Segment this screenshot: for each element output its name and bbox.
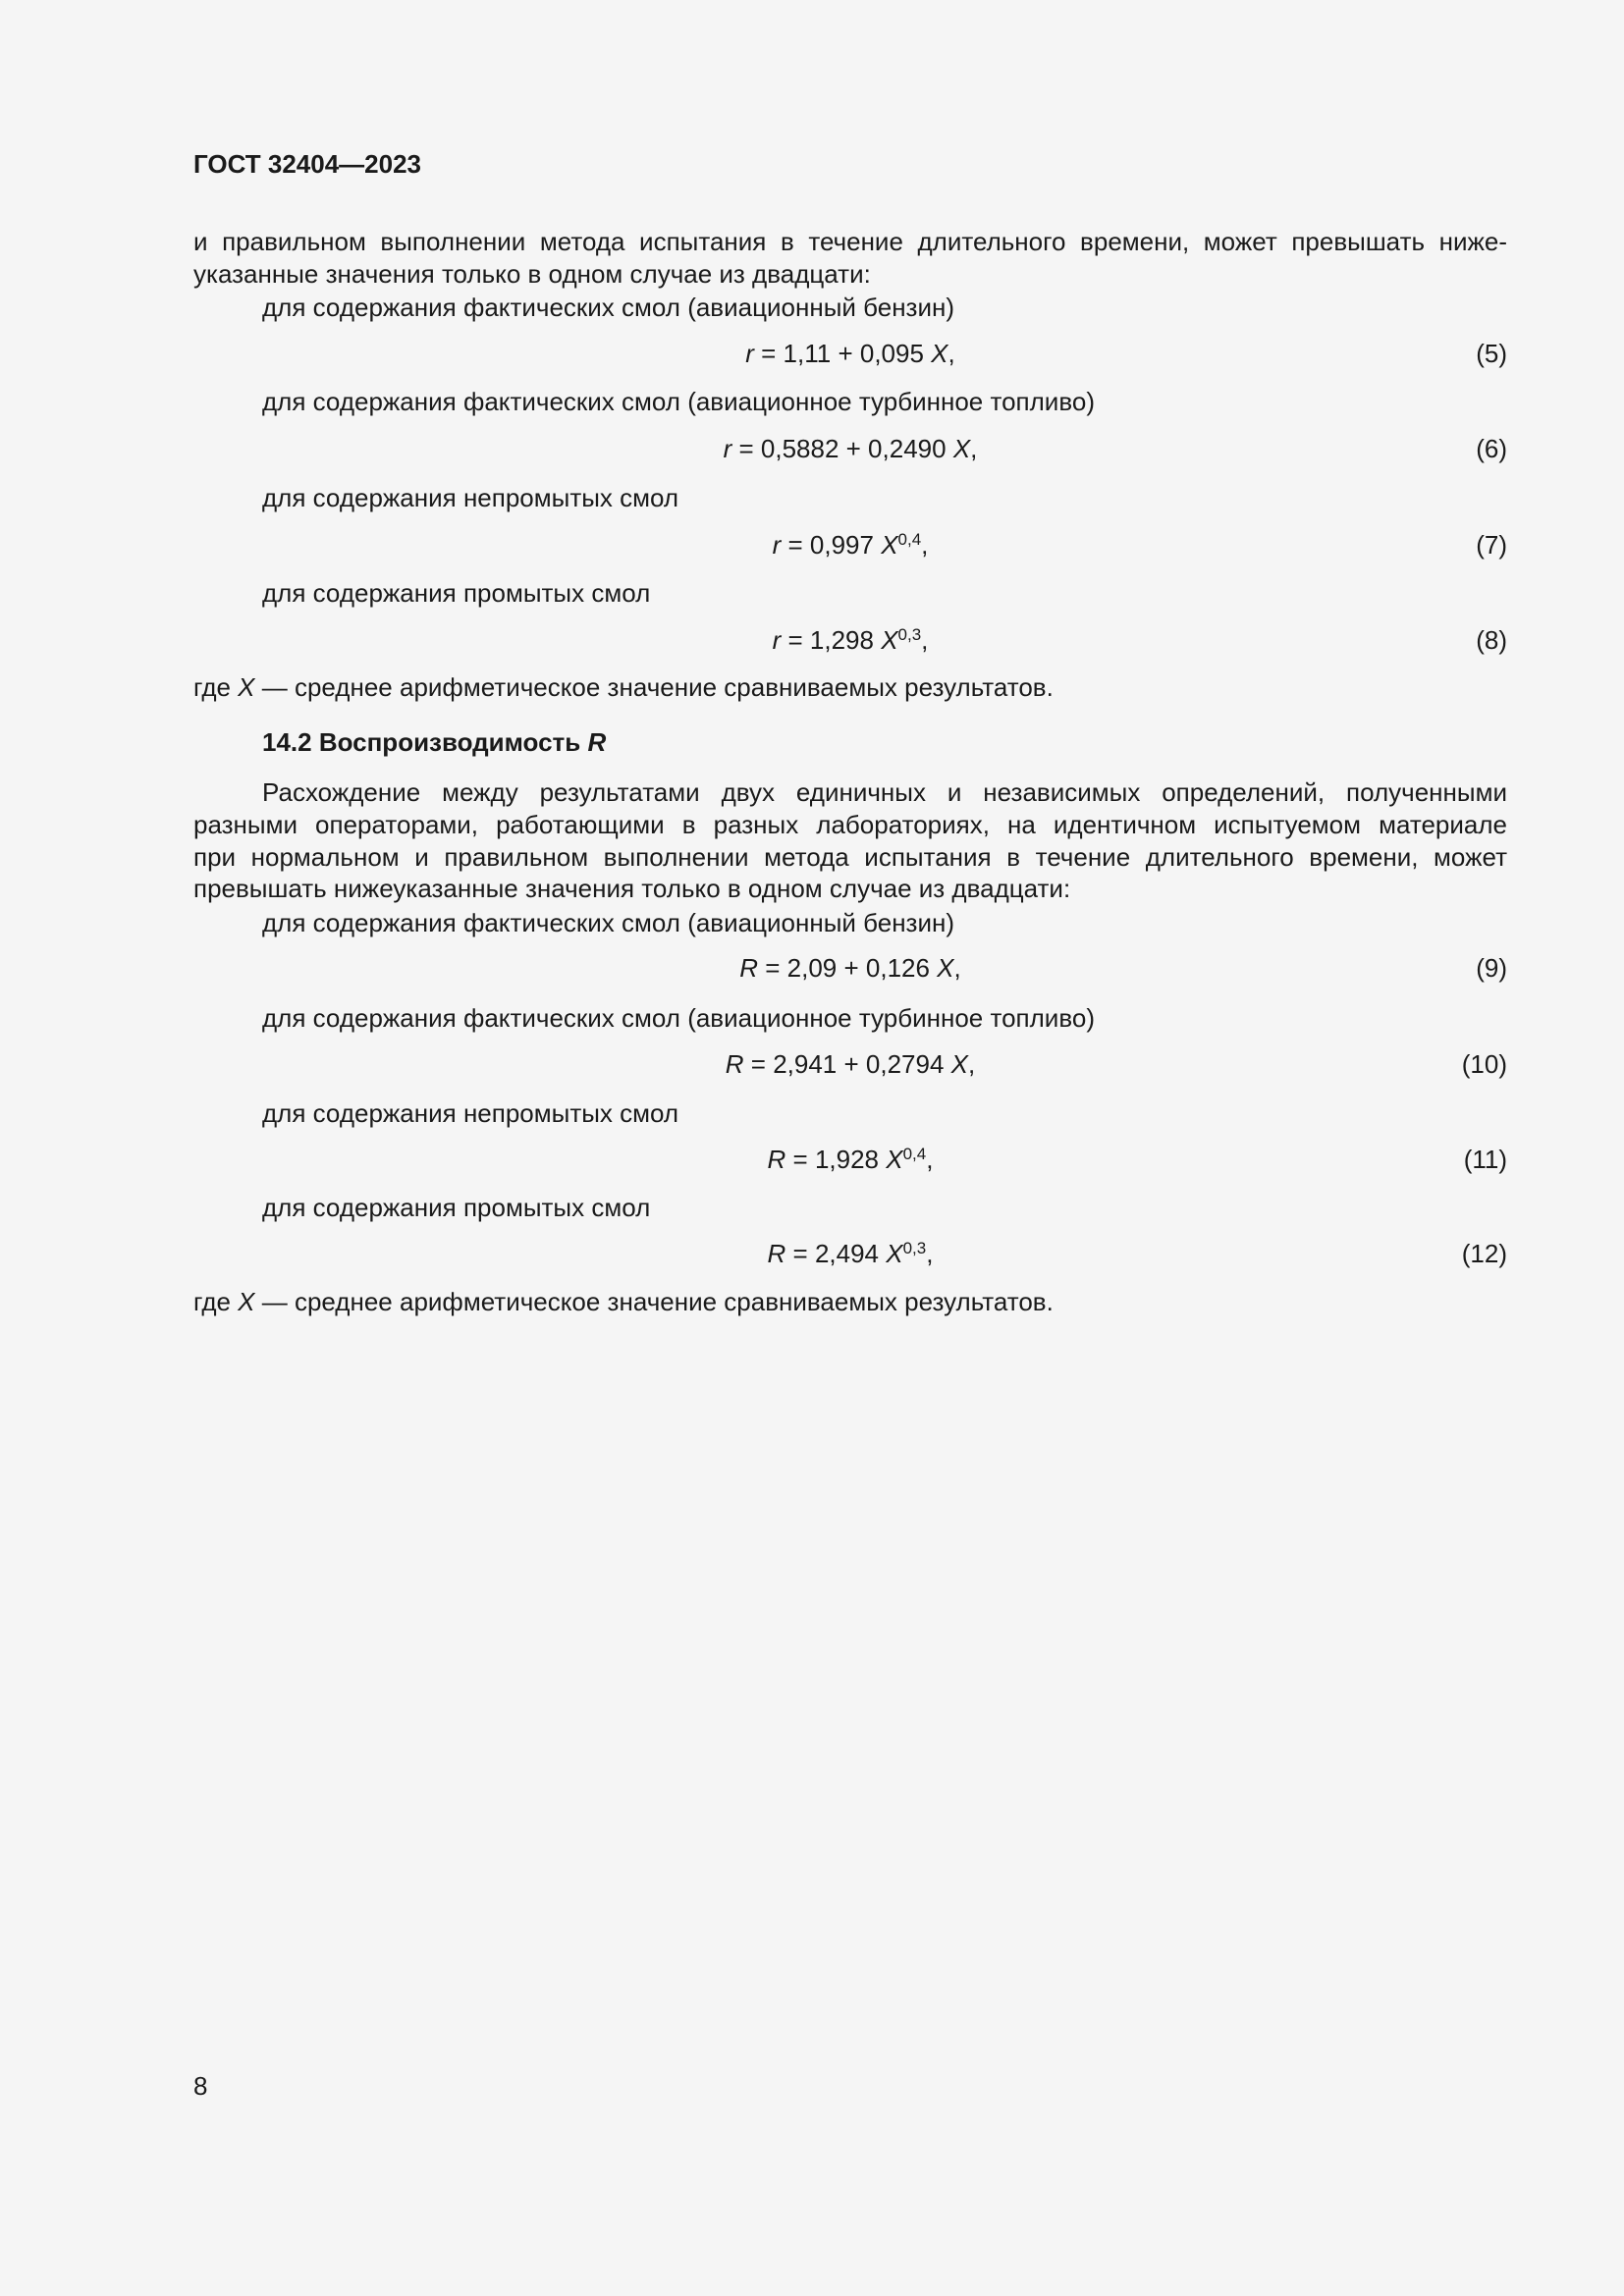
formula-expression <box>724 434 978 463</box>
formula <box>193 1047 1507 1081</box>
formula-variable: X <box>952 434 971 463</box>
formula-label: для содержания фактических смол (авиационный бензин) <box>262 908 955 937</box>
formula-tail: , <box>947 339 955 368</box>
body-text-line: указанные значения только в одном случае из двадцати: <box>193 259 871 289</box>
formula-rhs: = 1,11 + 0,095 <box>753 339 932 368</box>
body-text-line: и правильном выполнении метода испытания в течение длительного времени, может превышать ниже- <box>193 227 1507 256</box>
formula-rhs: = 0,5882 + 0,2490 <box>731 434 953 463</box>
where-pre: где <box>193 1287 239 1316</box>
formula-lhs: R <box>767 1145 786 1174</box>
formula <box>193 623 1507 657</box>
formula <box>193 337 1507 370</box>
section-heading <box>262 725 1507 759</box>
formula-number: (8) <box>1476 625 1507 655</box>
formula-rhs: = 2,09 + 0,126 <box>758 953 938 983</box>
formula-number: (5) <box>1476 339 1507 368</box>
document-header: ГОСТ 32404—2023 <box>193 149 421 179</box>
where-pre: где <box>193 672 239 702</box>
formula-lhs: R <box>725 1049 744 1079</box>
formula-variable: X <box>950 1049 968 1079</box>
formula-tail: , <box>967 1049 976 1079</box>
body-text-line: разными операторами, работающими в разных лабораториях, на идентичном испытуемом материале <box>193 810 1507 839</box>
formula-lhs: r <box>723 434 732 463</box>
formula-label: для содержания промытых смол <box>262 578 651 608</box>
formula-label: для содержания непромытых смол <box>262 483 679 512</box>
where-symbol: X <box>238 1287 255 1316</box>
formula-variable: X <box>937 953 954 983</box>
formula-lhs: r <box>745 339 754 368</box>
formula-number: (11) <box>1463 1145 1507 1174</box>
where-post: — среднее арифметическое значение сравниваемых результатов. <box>254 672 1054 702</box>
formula-exponent: 0,3 <box>902 1239 927 1257</box>
formula-variable: X <box>881 625 898 655</box>
formula <box>193 1237 1507 1270</box>
body-text-line: Расхождение между результатами двух единичных и независимых определений, полученными <box>262 777 1507 807</box>
formula-tail: , <box>921 625 929 655</box>
formula-rhs: = 1,928 <box>785 1145 887 1174</box>
formula-exponent: 0,4 <box>897 530 922 549</box>
formula-rhs: = 2,494 <box>785 1239 887 1268</box>
formula-rhs: = 0,997 <box>781 530 882 560</box>
formula-label: для содержания фактических смол (авиационный бензин) <box>262 293 955 322</box>
where-post: — среднее арифметическое значение сравниваемых результатов. <box>254 1287 1054 1316</box>
section-title: 14.2 Воспроизводимость <box>262 727 588 757</box>
formula-tail: , <box>926 1239 934 1268</box>
formula-number: (6) <box>1476 434 1507 463</box>
formula-rhs: = 1,298 <box>781 625 882 655</box>
page-number: 8 <box>193 2071 208 2101</box>
formula-tail: , <box>921 530 929 560</box>
formula-label: для содержания фактических смол (авиационное турбинное топливо) <box>262 387 1095 416</box>
where-note <box>193 670 1507 704</box>
formula <box>193 528 1507 561</box>
formula-expression <box>773 625 929 655</box>
formula-rhs: = 2,941 + 0,2794 <box>743 1049 951 1079</box>
formula <box>193 432 1507 465</box>
formula-exponent: 0,4 <box>902 1145 927 1163</box>
formula-variable: X <box>886 1145 903 1174</box>
formula-number: (10) <box>1461 1049 1507 1079</box>
formula-lhs: r <box>772 625 782 655</box>
formula-label: для содержания непромытых смол <box>262 1098 679 1128</box>
formula-expression <box>768 1145 934 1174</box>
formula <box>193 951 1507 985</box>
formula-tail: , <box>926 1145 934 1174</box>
formula-expression <box>745 339 954 368</box>
formula-lhs: r <box>772 530 782 560</box>
where-note <box>193 1285 1507 1318</box>
where-symbol: X <box>238 672 255 702</box>
body-text-line: превышать нижеуказанные значения только в одном случае из двадцати: <box>193 874 1071 903</box>
formula-expression <box>726 1049 975 1079</box>
formula-label: для содержания промытых смол <box>262 1193 651 1222</box>
formula-variable: X <box>931 339 948 368</box>
formula-expression <box>739 953 961 983</box>
formula-tail: , <box>953 953 961 983</box>
formula-expression <box>768 1239 934 1268</box>
formula-variable: X <box>886 1239 903 1268</box>
formula-exponent: 0,3 <box>897 625 922 644</box>
formula-expression <box>773 530 929 560</box>
formula-variable: X <box>881 530 898 560</box>
formula-lhs: R <box>739 953 759 983</box>
formula-number: (9) <box>1476 953 1507 983</box>
formula-number: (12) <box>1461 1239 1507 1268</box>
formula-label: для содержания фактических смол (авиационное турбинное топливо) <box>262 1003 1095 1033</box>
formula-number: (7) <box>1476 530 1507 560</box>
section-symbol: R <box>587 727 607 757</box>
formula <box>193 1143 1507 1176</box>
body-text-line: при нормальном и правильном выполнении метода испытания в течение длительного времени, может <box>193 842 1507 872</box>
formula-lhs: R <box>767 1239 786 1268</box>
formula-tail: , <box>970 434 978 463</box>
